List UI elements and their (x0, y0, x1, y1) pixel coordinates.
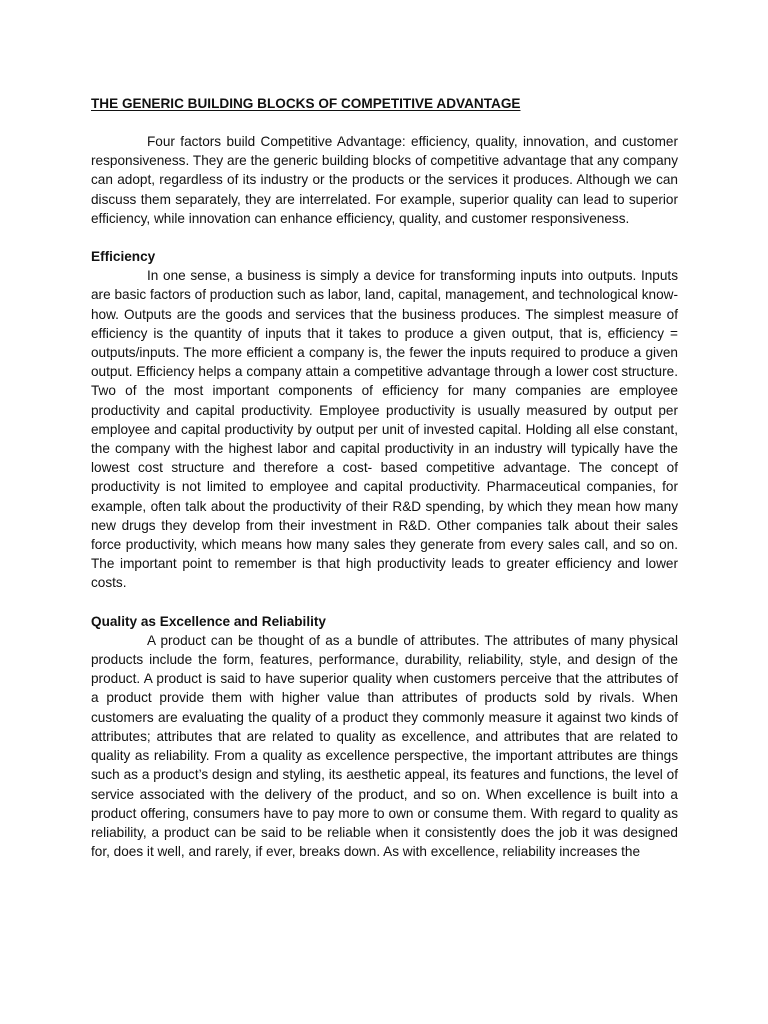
intro-section (91, 132, 678, 228)
document-title: THE GENERIC BUILDING BLOCKS OF COMPETITIVE ADVANTAGE (91, 96, 521, 111)
efficiency-paragraph: In one sense, a business is simply a device for transforming inputs into outputs. Inputs are basic factors of production such as labor, land, capital, management, and technological know-how. Outputs are the goods and services that the business produces. The simplest measure of efficiency is the quantity of inputs that it takes to produce a given output, that is, efficiency = outputs/inputs. The more efficient a company is, the fewer the inputs required to produce a given output. Efficiency helps a company attain a competitive advantage through a lower cost structure. Two of the most important components of efficiency for many companies are employee productivity and capital productivity. Employee productivity is usually measured by output per employee and capital productivity by output per unit of invested capital. Holding all else constant, the company with the highest labor and capital productivity in an industry will typically have the lowest cost structure and therefore a cost- based competitive advantage. The concept of productivity is not limited to employee and capital productivity. Pharmaceutical companies, for example, often talk about the productivity of their R&D spending, by which they mean how many new drugs they develop from their investment in R&D. Other companies talk about their sales force productivity, which means how many sales they generate from every sales call, and so on. The important point to remember is that high productivity leads to greater efficiency and lower costs. (91, 268, 678, 591)
intro-paragraph: Four factors build Competitive Advantage: efficiency, quality, innovation, and customer responsiveness. They are the generic building blocks of competitive advantage that any company can adopt, regardless of its industry or the products or the services it produces. Although we can discuss them separately, they are interrelated. For example, superior quality can lead to superior efficiency, while innovation can enhance efficiency, quality, and customer responsiveness. (91, 134, 678, 226)
section-heading-quality: Quality as Excellence and Reliability (91, 613, 326, 629)
efficiency-section (91, 247, 678, 593)
quality-section (91, 612, 678, 862)
section-heading-efficiency: Efficiency (91, 249, 156, 265)
quality-paragraph: A product can be thought of as a bundle of attributes. The attributes of many physical products include the form, features, performance, durability, reliability, style, and design of the product. A product is said to have superior quality when customers perceive that the attributes of a product provide them with higher value than attributes of products sold by rivals. When customers are evaluating the quality of a product they commonly measure it against two kinds of attributes; attributes that are related to quality as excellence, and attributes that are related to quality as reliability. From a quality as excellence perspective, the important attributes are things such as a product’s design and styling, its aesthetic appeal, its features and functions, the level of service associated with the delivery of the product, and so on. When excellence is built into a product offering, consumers have to pay more to own or consume them. With regard to quality as reliability, a product can be said to be reliable when it consistently does the job it was designed for, does it well, and rarely, if ever, breaks down. As with excellence, reliability increases the (91, 632, 678, 860)
